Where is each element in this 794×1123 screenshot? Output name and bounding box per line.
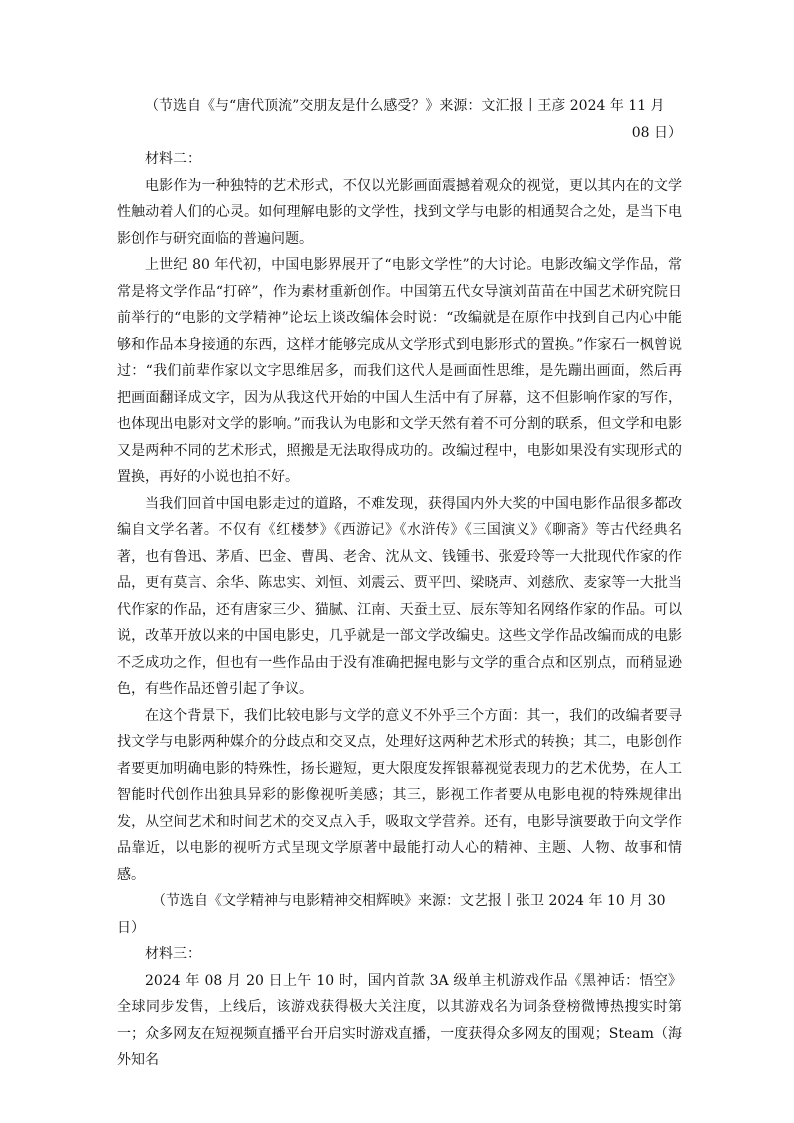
material-3-heading: 材料三： <box>145 946 201 962</box>
source-citation-1-line1: （节选自《与“唐代顶流”交朋友是什么感受？》来源：文汇报丨王彦 2024 年 11 月 <box>145 98 665 114</box>
source-citation-2: （节选自《文学精神与电影精神交相辉映》来源：文艺报丨张卫 2024 年 10 月 30 日） <box>117 893 666 936</box>
source-citation-1 <box>117 93 682 146</box>
document-page <box>117 93 682 1074</box>
material-2-heading: 材料二： <box>145 151 201 167</box>
paragraph: 在这个背景下，我们比较电影与文学的意义不外乎三个方面：其一，我们的改编者要寻找文学与电影两种媒介的分歧点和交叉点，处理好这两种艺术形式的转换；其二，电影创作者要更加明确电影的特殊性，扬长避短，更大限度发挥银幕视觉表现力的艺术优势，在人工智能时代创作出独具异彩的影像视听美感；其三，影视工作者要从电影电视的特殊规律出发，从空间艺术和时间艺术的交叉点入手，吸取文学营养。还有，电影导演要敢于向文学作品靠近，以电影的视听方式呈现文学原著中最能打动人心的精神、主题、人物、故事和情感。 <box>117 707 682 883</box>
paragraph: 上世纪 80 年代初，中国电影界展开了“电影文学性”的大讨论。电影改编文学作品，常常是将文学作品“打碎”，作为素材重新创作。中国第五代女导演刘苗苗在中国艺术研究院日前举行的“电影的文学精神”论坛上谈改编体会时说：“改编就是在原作中找到自己内心中能够和作品本身接通的东西，这样才能够完成从文学形式到电影形式的置换。”作家石一枫曾说过：“我们前辈作家以文字思维居多，而我们这代人是画面性思维，是先蹦出画面，然后再把画面翻译成文字，因为从我这代开始的中国人生活中有了屏幕，这不但影响作家的写作，也体现出电影对文学的影响。”而我认为电影和文学天然有着不可分割的联系，但文学和电影又是两种不同的艺术形式，照搬是无法取得成功的。改编过程中，电影如果没有实现形式的置换，再好的小说也拍不好。 <box>117 257 682 485</box>
paragraph: 2024 年 08 月 20 日上午 10 时，国内首款 3A 级单主机游戏作品《黑神话：悟空》全球同步发售，上线后，该游戏获得极大关注度，以其游戏名为词条登榜微博热搜实时第一；众多网友在短视频直播平台开启实时游戏直播，一度获得众多网友的围观；Steam（海外知名 <box>117 972 682 1068</box>
paragraph: 电影作为一种独特的艺术形式，不仅以光影画面震撼着观众的视觉，更以其内在的文学性触动着人们的心灵。如何理解电影的文学性，找到文学与电影的相通契合之处，是当下电影创作与研究面临的普遍问题。 <box>117 177 682 247</box>
source-citation-1-line2: 08 日） <box>631 124 682 141</box>
paragraph: 当我们回首中国电影走过的道路，不难发现，获得国内外大奖的中国电影作品很多都改编自文学名著。不仅有《红楼梦》《西游记》《水浒传》《三国演义》《聊斋》等古代经典名著，也有鲁迅、茅盾、巴金、曹禺、老舍、沈从文、钱锺书、张爱玲等一大批现代作家的作品，更有莫言、余华、陈忠实、刘恒、刘震云、贾平凹、梁晓声、刘慈欣、麦家等一大批当代作家的作品，还有唐家三少、猫腻、江南、天蚕土豆、辰东等知名网络作家的作品。可以说，改革开放以来的中国电影史，几乎就是一部文学改编史。这些文学作品改编而成的电影不乏成功之作，但也有一些作品由于没有准确把握电影与文学的重合点和区别点，而稍显逊色，有些作品还曾引起了争议。 <box>117 495 682 697</box>
